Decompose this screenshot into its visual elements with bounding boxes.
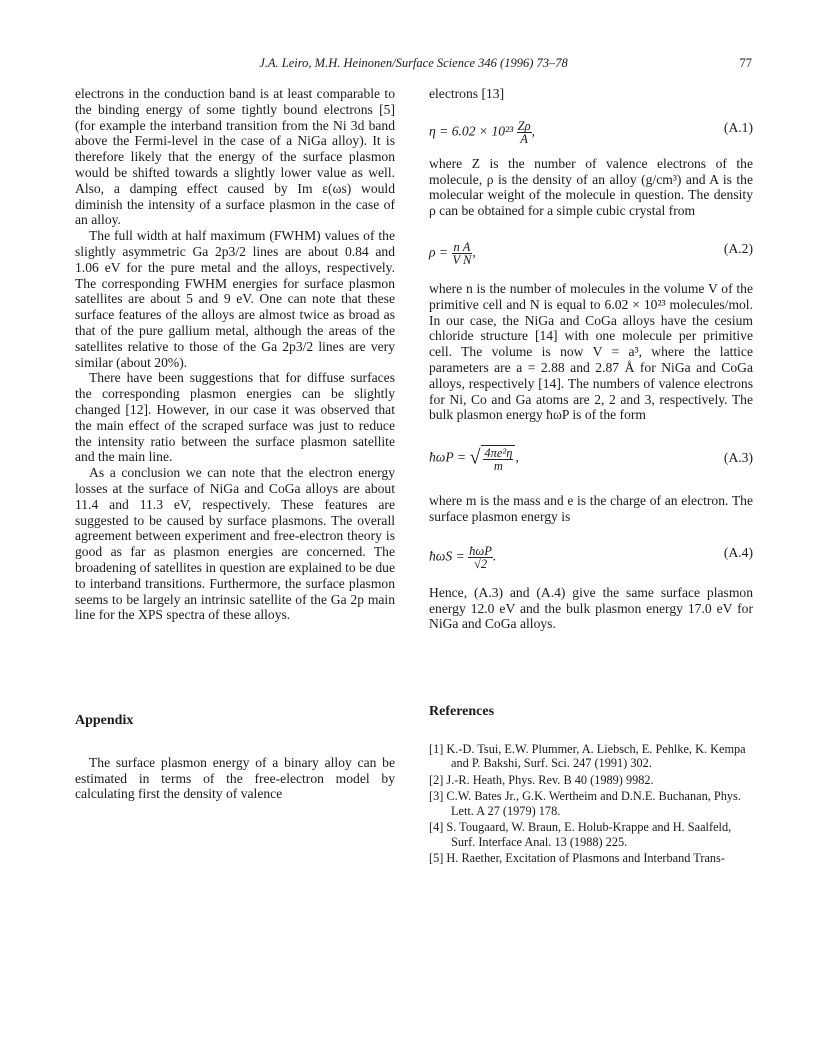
spacer [429, 720, 753, 742]
page-header [75, 56, 752, 72]
running-title: J.A. Leiro, M.H. Heinonen/Surface Science 346 (1996) 73–78 [259, 56, 568, 70]
equation-a1 [429, 116, 753, 146]
paragraph: where m is the mass and e is the charge of an electron. The surface plasmon energy is [429, 493, 753, 524]
spacer [75, 729, 395, 755]
equation-fraction [517, 120, 532, 145]
reference-list [429, 742, 753, 866]
spacer [75, 623, 395, 713]
right-column [429, 86, 753, 868]
left-column [75, 86, 395, 802]
paragraph: The surface plasmon energy of a binary alloy can be estimated in terms of the free-electron model by calculating first the density of valence [75, 754, 395, 802]
numerator: ħωP [469, 543, 492, 558]
paragraph: where Z is the number of valence electrons of the molecule, ρ is the density of an alloy (g/cm³) and A is the molecular weight of the molecule in question. The density ρ can be obtained for a simple cubic crystal from [429, 155, 753, 219]
equation-fraction [483, 447, 513, 472]
reference-item: [2] J.-R. Heath, Phys. Rev. B 40 (1989) 9982. [429, 772, 654, 787]
denominator: √2 [473, 556, 488, 571]
page-number: 77 [739, 56, 752, 70]
reference-item: [5] H. Raether, Excitation of Plasmons and Interband Trans- [429, 851, 725, 866]
paragraph: There have been suggestions that for diffuse surfaces the corresponding plasmon energies can be slightly changed [12]. However, in our case it was observed that the main effect of the scraped surface was just to reduce the intensity ratio between the surface plasmon satellite and the main line. [75, 370, 395, 465]
equation-a3 [429, 441, 753, 475]
paragraph: Hence, (A.3) and (A.4) give the same surface plasmon energy 12.0 eV and the bulk plasmon energy 17.0 eV for NiGa and CoGa alloys. [429, 584, 753, 632]
equation-lhs: ħωP = [429, 449, 467, 465]
equation-fraction [452, 239, 476, 267]
denominator: m [493, 459, 503, 474]
equation-punct: , [472, 244, 476, 260]
equation-lhs: ρ = [429, 244, 449, 260]
equation-number: (A.1) [723, 119, 753, 135]
equation-fraction [468, 545, 493, 570]
paragraph: electrons [13] [429, 86, 505, 101]
equation-a2 [429, 237, 753, 267]
denominator: V N [452, 252, 472, 267]
equation-number: (A.4) [723, 544, 753, 560]
equation-lhs: ħωS = [429, 548, 465, 564]
reference-item: [4] S. Tougaard, W. Braun, E. Holub-Krappe and H. Saalfeld, Surf. Interface Anal. 13 (1988) 225. [429, 820, 732, 849]
paragraph: where n is the number of molecules in the volume V of the primitive cell and N is equal to 6.02 × 10²³ molecules/mol. In our case, the NiGa and CoGa alloys have the cesium chloride structure [14] with one molecule per primitive cell. The volume is now V = a³, where the lattice parameters are a = 2.88 and 2.87 Å for NiGa and CoGa alloys, respectively [14]. The numbers of valence electrons for Ni, Co and Ga atoms are 2, 2 and 3, respectively. The bulk plasmon energy ħωP is of the form [429, 280, 753, 423]
paragraph: The full width at half maximum (FWHM) values of the slightly asymmetric Ga 2p3/2 lines are about 0.84 and 1.06 eV for the pure metal and the alloys, respectively. The corresponding FWHM energies for surface plasmon satellites are about 5 and 9 eV. One can note that these surface features of the alloys are almost twice as broad as that of the pure gallium metal, although the areas of the satellites relative to those of the Ga 2p3/2 lines are very similar (about 20%). [75, 228, 395, 370]
radical-sign: √ [469, 446, 481, 469]
numerator: n A [452, 241, 473, 254]
equation-punct: . [492, 548, 497, 564]
radicand [481, 445, 515, 472]
equation-lhs: η = 6.02 × 10²³ [429, 123, 514, 139]
reference-item: [3] C.W. Bates Jr., G.K. Wertheim and D.N.E. Buchanan, Phys. Lett. A 27 (1979) 178. [429, 789, 741, 818]
reference-item: [1] K.-D. Tsui, E.W. Plummer, A. Liebsch, E. Pehlke, K. Kempa and P. Bakshi, Surf. Sci. 247 (1991) 302. [429, 741, 746, 771]
equation-number: (A.3) [723, 450, 753, 466]
paragraph: electrons in the conduction band is at least comparable to the binding energy of some tightly bound electrons [5] (for example the interband transition from the Ni 3d band above the Fermi-level in the case of a NiGa alloy). It is therefore likely that the energy of the surface plasmon would be shifted towards a slightly lower value as well. Also, a damping effect caused by Im ε(ωs) would diminish the intensity of a surface plasmon in the case of an alloy. [75, 86, 395, 228]
numerator: 4πe²η [484, 446, 513, 461]
equation-number: (A.2) [723, 240, 753, 256]
denominator: A [520, 131, 528, 146]
spacer [429, 632, 753, 704]
equation-punct: , [531, 123, 535, 139]
equation-punct: , [515, 449, 519, 465]
paragraph: As a conclusion we can note that the electron energy losses at the surface of NiGa and CoGa alloys are about 11.4 and 11.3 eV, respectively. These features are suggested to be caused by surface plasmons. The overall agreement between experiment and free-electron theory is good as far as plasmon energies are concerned. The broadening of satellites in question are explained to be due to interband transitions. Furthermore, the surface plasmon seems to be largely an intrinsic satellite of the Ga 2p main line for the XPS spectra of these alloys. [75, 465, 395, 623]
numerator: Zρ [517, 118, 531, 133]
appendix-heading: Appendix [75, 713, 134, 729]
references-heading: References [429, 704, 495, 720]
equation-a4 [429, 541, 753, 571]
